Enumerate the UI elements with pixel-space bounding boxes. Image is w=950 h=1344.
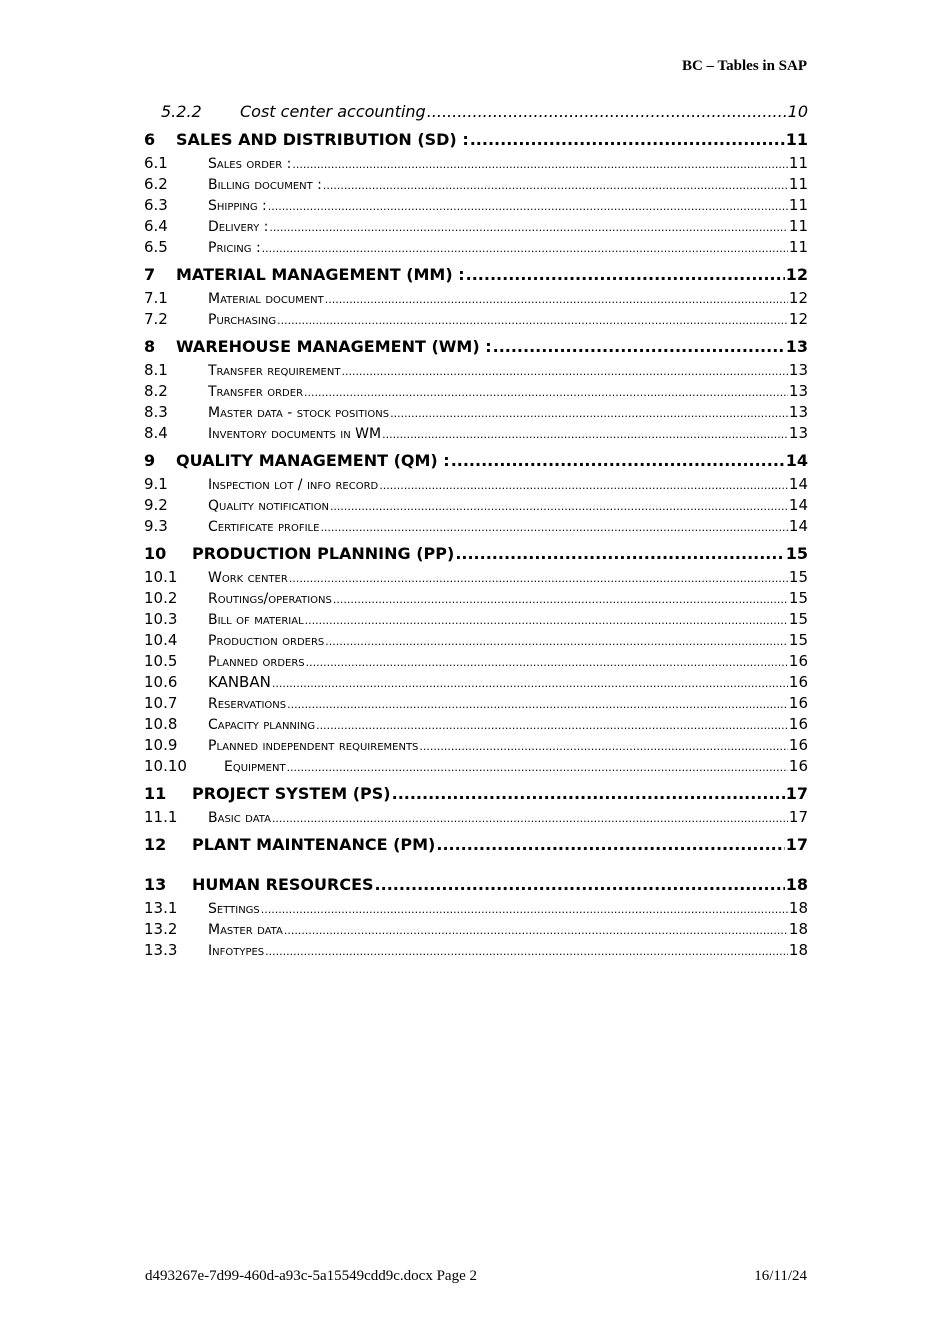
toc-entry-number: 8 <box>144 336 156 356</box>
toc-entry-page: 15 <box>788 589 808 607</box>
toc-entry-title: Production orders <box>208 633 325 649</box>
toc-entry-page: 16 <box>788 757 808 775</box>
toc-entry[interactable] <box>144 829 808 859</box>
header-title: BC – Tables in SAP <box>681 58 807 74</box>
toc-entry-title: QUALITY MANAGEMENT (QM) : <box>176 450 450 470</box>
toc-entry-title: MATERIAL MANAGEMENT (MM) : <box>176 264 465 284</box>
toc-entry[interactable] <box>144 217 808 238</box>
toc-entry-page: 18 <box>788 899 808 917</box>
toc-entry-number: 11.1 <box>144 808 178 826</box>
toc-entry-number: 9 <box>144 450 156 470</box>
toc-entry-title: WAREHOUSE MANAGEMENT (WM) : <box>176 336 492 356</box>
toc-entry[interactable] <box>144 124 808 154</box>
toc-entry-number: 10.8 <box>144 715 178 733</box>
toc-entry[interactable] <box>144 589 808 610</box>
toc-entry-number: 13.1 <box>144 899 178 917</box>
toc-dot-leader <box>265 945 788 958</box>
toc-dot-leader <box>292 158 788 171</box>
toc-entry-title: Settings <box>208 901 260 917</box>
toc-entry-number: 9.3 <box>144 517 168 535</box>
toc-entry-number: 6.5 <box>144 238 168 256</box>
toc-dot-leader <box>493 337 785 356</box>
toc-entry-title: Master data - stock positions <box>208 405 390 421</box>
toc-entry-page: 12 <box>788 289 808 307</box>
toc-entry-title: Sales order : <box>208 156 292 172</box>
toc-entry-number: 10 <box>144 543 167 563</box>
toc-entry-title: Material document <box>208 291 324 307</box>
toc-entry-number: 10.6 <box>144 673 178 691</box>
toc-entry-page: 15 <box>785 543 808 563</box>
toc-entry-page: 11 <box>788 154 808 172</box>
toc-entry-title: Reservations <box>208 696 287 712</box>
toc-entry-page: 18 <box>785 874 808 894</box>
toc-entry-title: KANBAN <box>208 673 271 691</box>
toc-entry-number: 10.10 <box>144 757 187 775</box>
toc-entry-title: PROJECT SYSTEM (PS) <box>192 783 391 803</box>
toc-entry-title: Purchasing <box>208 312 277 328</box>
toc-entry-title: Cost center accounting <box>240 102 426 121</box>
toc-entry-title: Infotypes <box>208 943 265 959</box>
toc-dot-leader <box>379 479 788 492</box>
toc-entry[interactable] <box>144 715 808 736</box>
toc-entry[interactable] <box>144 517 808 538</box>
footer-filename: d493267e-7d99-460d-a93c-5a15549cdd9c.docx Page 2 <box>145 1268 477 1284</box>
toc-dot-leader <box>268 200 788 213</box>
toc-entry-page: 16 <box>788 673 808 691</box>
toc-entry-page: 12 <box>788 310 808 328</box>
toc-entry-page: 17 <box>785 834 808 854</box>
toc-dot-leader <box>287 761 788 774</box>
toc-entry[interactable] <box>144 154 808 175</box>
toc-entry-page: 12 <box>785 264 808 284</box>
toc-entry-title: Transfer order <box>208 384 304 400</box>
toc-entry-page: 11 <box>788 175 808 193</box>
toc-entry[interactable] <box>144 631 808 652</box>
toc-entry-number: 7 <box>144 264 156 284</box>
toc-entry[interactable] <box>144 259 808 289</box>
toc-entry[interactable] <box>144 869 808 899</box>
toc-entry-number: 10.4 <box>144 631 178 649</box>
footer <box>145 1268 807 1285</box>
toc-dot-leader <box>375 875 785 894</box>
toc-entry[interactable] <box>144 496 808 517</box>
toc-entry[interactable] <box>144 196 808 217</box>
toc-entry-title: Planned orders <box>208 654 305 670</box>
toc-entry[interactable] <box>144 652 808 673</box>
toc-entry-title: Pricing : <box>208 240 261 256</box>
toc-entry[interactable] <box>144 778 808 808</box>
toc-entry[interactable] <box>144 610 808 631</box>
toc-entry-title: HUMAN RESOURCES <box>192 874 374 894</box>
toc-entry-page: 16 <box>788 736 808 754</box>
toc-dot-leader <box>382 428 788 441</box>
table-of-contents <box>144 102 808 962</box>
toc-entry[interactable] <box>144 382 808 403</box>
toc-entry-number: 10.9 <box>144 736 178 754</box>
toc-dot-leader <box>436 835 784 854</box>
toc-entry-number: 7.2 <box>144 310 168 328</box>
toc-entry[interactable] <box>144 568 808 589</box>
toc-dot-leader <box>323 179 788 192</box>
toc-dot-leader <box>427 102 787 121</box>
footer-date: 16/11/24 <box>754 1268 807 1284</box>
toc-entry-number: 8.2 <box>144 382 168 400</box>
toc-entry[interactable] <box>144 808 808 829</box>
toc-dot-leader <box>287 698 788 711</box>
toc-dot-leader <box>392 784 785 803</box>
toc-entry[interactable] <box>144 757 808 778</box>
toc-entry[interactable] <box>144 331 808 361</box>
toc-entry-page: 11 <box>788 196 808 214</box>
toc-dot-leader <box>325 293 788 306</box>
toc-entry[interactable] <box>144 694 808 715</box>
toc-entry[interactable] <box>144 289 808 310</box>
toc-dot-leader <box>284 924 788 937</box>
toc-entry-number: 13.3 <box>144 941 178 959</box>
toc-entry-page: 14 <box>788 496 808 514</box>
toc-entry-page: 18 <box>788 920 808 938</box>
toc-dot-leader <box>316 719 788 732</box>
toc-entry-page: 13 <box>788 361 808 379</box>
toc-entry-title: Certificate profile <box>208 519 320 535</box>
toc-entry-page: 14 <box>785 450 808 470</box>
toc-entry-number: 9.1 <box>144 475 168 493</box>
toc-entry-title: Quality notification <box>208 498 329 514</box>
toc-entry-page: 18 <box>788 941 808 959</box>
toc-entry-number: 10.3 <box>144 610 178 628</box>
toc-dot-leader <box>304 386 788 399</box>
toc-entry-number: 13 <box>144 874 167 894</box>
toc-entry[interactable] <box>144 424 808 445</box>
toc-entry[interactable] <box>144 538 808 568</box>
toc-dot-leader <box>306 656 788 669</box>
toc-entry-page: 15 <box>788 568 808 586</box>
toc-dot-leader <box>277 314 788 327</box>
toc-dot-leader <box>325 635 788 648</box>
toc-entry-number: 6.4 <box>144 217 168 235</box>
toc-entry-title: Work center <box>208 570 288 586</box>
toc-entry-page: 13 <box>788 424 808 442</box>
toc-entry-page: 13 <box>785 336 808 356</box>
toc-dot-leader <box>262 242 788 255</box>
toc-entry-page: 13 <box>788 382 808 400</box>
toc-dot-leader <box>261 903 788 916</box>
toc-entry-title: Routings/operations <box>208 591 332 607</box>
toc-dot-leader <box>305 614 788 627</box>
toc-entry-title: Capacity planning <box>208 717 316 733</box>
toc-dot-leader <box>455 544 784 563</box>
toc-dot-leader <box>470 130 785 149</box>
toc-entry[interactable] <box>144 403 808 424</box>
toc-entry-title: Inspection lot / info record <box>208 477 379 493</box>
toc-dot-leader <box>390 407 788 420</box>
toc-entry-title: Delivery : <box>208 219 269 235</box>
toc-dot-leader <box>341 365 787 378</box>
toc-entry-number: 11 <box>144 783 167 803</box>
toc-entry-number: 8.4 <box>144 424 168 442</box>
toc-dot-leader <box>466 265 785 284</box>
toc-dot-leader <box>269 221 788 234</box>
toc-entry[interactable] <box>144 673 808 694</box>
toc-dot-leader <box>272 677 788 690</box>
toc-entry-number: 8.3 <box>144 403 168 421</box>
toc-entry-page: 16 <box>788 652 808 670</box>
toc-entry-title: Basic data <box>208 810 271 826</box>
toc-entry-number: 8.1 <box>144 361 168 379</box>
toc-entry-page: 11 <box>788 217 808 235</box>
toc-dot-leader <box>272 812 788 825</box>
toc-dot-leader <box>333 593 788 606</box>
toc-entry[interactable] <box>144 941 808 962</box>
toc-entry-number: 6.2 <box>144 175 168 193</box>
toc-entry-number: 6.1 <box>144 154 168 172</box>
toc-entry[interactable] <box>144 175 808 196</box>
toc-entry-title: PLANT MAINTENANCE (PM) <box>192 834 436 854</box>
toc-entry-page: 16 <box>788 694 808 712</box>
toc-entry[interactable] <box>144 920 808 941</box>
toc-entry-page: 15 <box>788 610 808 628</box>
toc-entry-number: 10.7 <box>144 694 178 712</box>
toc-entry-title: Bill of material <box>208 612 304 628</box>
toc-entry[interactable] <box>144 736 808 757</box>
toc-entry-title: Shipping : <box>208 198 267 214</box>
toc-entry-number: 12 <box>144 834 167 854</box>
toc-entry-number: 7.1 <box>144 289 168 307</box>
toc-entry-title: Inventory documents in WM <box>208 426 382 442</box>
toc-entry[interactable] <box>144 102 808 124</box>
toc-entry-title: Planned independent requirements <box>208 738 419 754</box>
toc-entry[interactable] <box>144 445 808 475</box>
toc-entry-title: Billing document : <box>208 177 322 193</box>
toc-entry[interactable] <box>144 361 808 382</box>
toc-dot-leader <box>289 572 788 585</box>
toc-entry-number: 6.3 <box>144 196 168 214</box>
toc-entry-page: 14 <box>788 475 808 493</box>
toc-entry-title: Transfer requirement <box>208 363 341 379</box>
toc-entry-page: 13 <box>788 403 808 421</box>
toc-entry-title: SALES AND DISTRIBUTION (SD) : <box>176 129 469 149</box>
toc-dot-leader <box>320 521 787 534</box>
toc-entry-number: 10.1 <box>144 568 178 586</box>
toc-entry-number: 13.2 <box>144 920 178 938</box>
toc-entry-page: 11 <box>788 238 808 256</box>
toc-entry[interactable] <box>144 238 808 259</box>
toc-entry[interactable] <box>144 310 808 331</box>
toc-entry-page: 10 <box>787 102 808 121</box>
toc-dot-leader <box>419 740 788 753</box>
toc-entry-page: 16 <box>788 715 808 733</box>
toc-dot-leader <box>451 451 785 470</box>
toc-entry-number: 5.2.2 <box>161 102 202 121</box>
toc-entry[interactable] <box>144 899 808 920</box>
toc-entry-page: 15 <box>788 631 808 649</box>
toc-dot-leader <box>330 500 788 513</box>
toc-entry-title: Equipment <box>224 759 286 775</box>
toc-entry-title: Master data <box>208 922 283 938</box>
toc-entry-number: 6 <box>144 129 156 149</box>
toc-entry-number: 10.2 <box>144 589 178 607</box>
toc-entry-number: 9.2 <box>144 496 168 514</box>
toc-entry[interactable] <box>144 475 808 496</box>
toc-entry-page: 17 <box>788 808 808 826</box>
toc-entry-page: 14 <box>788 517 808 535</box>
toc-entry-title: PRODUCTION PLANNING (PP) <box>192 543 455 563</box>
toc-entry-page: 17 <box>785 783 808 803</box>
toc-entry-page: 11 <box>785 129 808 149</box>
toc-entry-number: 10.5 <box>144 652 178 670</box>
